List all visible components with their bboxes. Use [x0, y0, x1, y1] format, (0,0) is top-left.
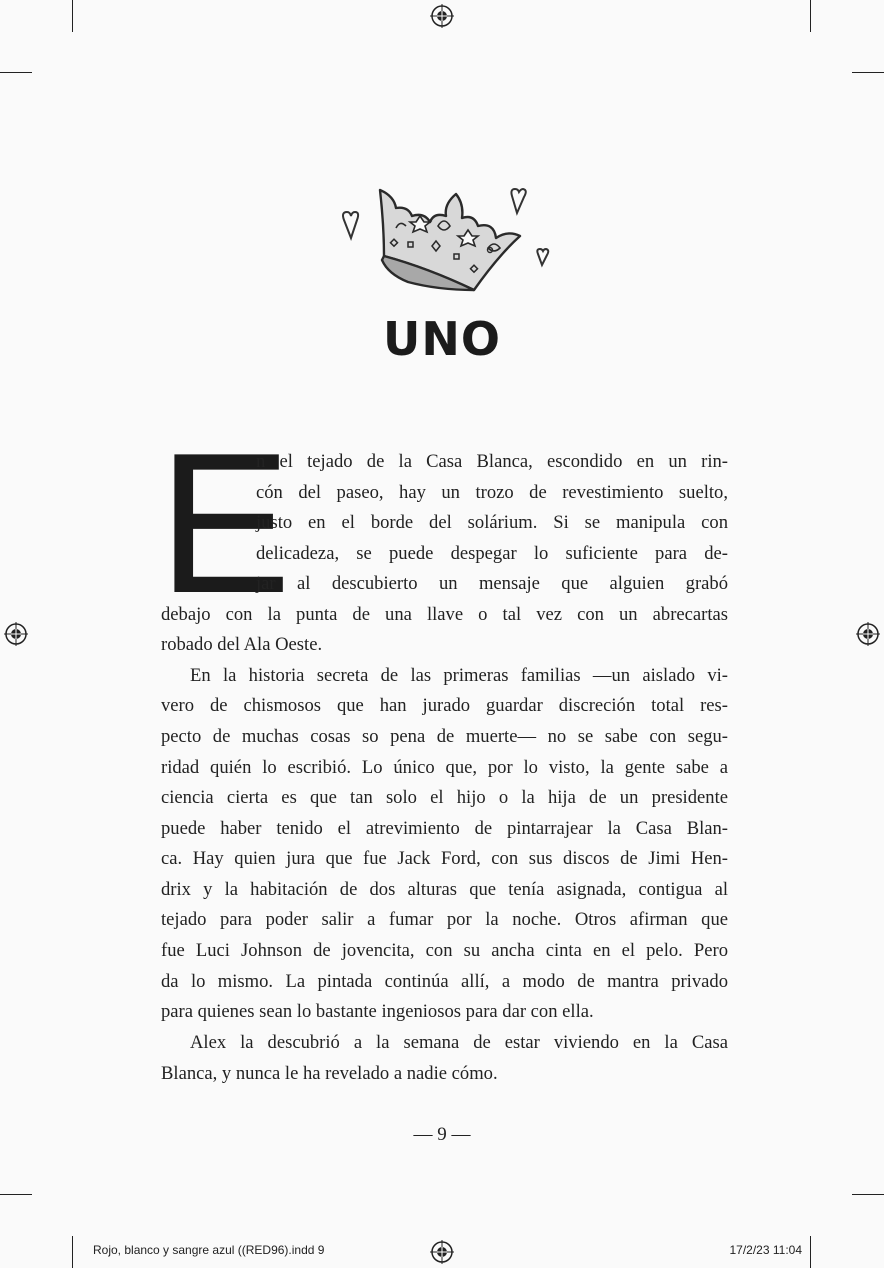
crop-mark — [852, 72, 884, 73]
body-line: ca. Hay quien jura que fue Jack Ford, con sus discos de Jimi Hen- — [161, 848, 728, 869]
crop-mark — [852, 1194, 884, 1195]
slug-date: 17/2/23 11:04 — [729, 1243, 802, 1257]
body-line: puede haber tenido el atrevimiento de pintarrajear la Casa Blan- — [161, 818, 728, 839]
body-line: pecto de muchas cosas so pena de muerte— no se sabe con segu- — [161, 726, 728, 747]
body-line: debajo con la punta de una llave o tal vez con un abrecartas — [161, 604, 728, 625]
body-line: ciencia cierta es que tan solo el hijo o la hija de un presidente — [161, 787, 728, 808]
body-line: n el tejado de la Casa Blanca, escondido en un rin- — [256, 451, 728, 472]
heart-icon — [343, 212, 358, 238]
body-line: tejado para poder salir a fumar por la noche. Otros afirman que — [161, 909, 728, 930]
registration-mark-icon — [430, 4, 454, 28]
body-line: Alex la descubrió a la semana de estar viviendo en la Casa — [190, 1032, 728, 1053]
body-line: fue Luci Johnson de jovencita, con su ancha cinta en el pelo. Pero — [161, 940, 728, 961]
registration-mark-icon — [430, 1240, 454, 1264]
body-line: da lo mismo. La pintada continúa allí, a modo de mantra privado — [161, 971, 728, 992]
crop-mark — [0, 1194, 32, 1195]
registration-mark-icon — [856, 622, 880, 646]
body-line: En la historia secreta de las primeras familias —un aislado vi- — [190, 665, 728, 686]
heart-icon — [537, 249, 548, 265]
crop-mark — [72, 0, 73, 32]
heart-icon — [511, 189, 525, 213]
crop-mark — [810, 0, 811, 32]
crop-mark — [810, 1236, 811, 1268]
body-line: cón del paseo, hay un trozo de revestimiento suelto, — [256, 482, 728, 503]
body-line: para quienes sean lo bastante ingeniosos para dar con ella. — [161, 1001, 594, 1022]
body-line: ridad quién lo escribió. Lo único que, por lo visto, la gente sabe a — [161, 757, 728, 778]
crown-icon — [338, 186, 552, 294]
body-line: delicadeza, se puede despegar lo suficiente para de- — [256, 543, 728, 564]
chapter-title: UNO — [383, 312, 501, 366]
crop-mark — [0, 72, 32, 73]
body-line: robado del Ala Oeste. — [161, 634, 323, 655]
registration-mark-icon — [4, 622, 28, 646]
slug-file: Rojo, blanco y sangre azul ((RED96).indd 9 — [93, 1243, 325, 1257]
crop-mark — [72, 1236, 73, 1268]
body-line: Blanca, y nunca le ha revelado a nadie cómo. — [161, 1063, 498, 1084]
body-line: vero de chismosos que han jurado guardar discreción total res- — [161, 695, 728, 716]
body-line: justo en el borde del solárium. Si se manipula con — [256, 512, 728, 533]
body-line: drix y la habitación de dos alturas que tenía asignada, contigua al — [161, 879, 728, 900]
drop-cap: E — [158, 412, 292, 635]
body-line: jar al descubierto un mensaje que alguien grabó — [256, 573, 728, 594]
page-number: — 9 — — [413, 1124, 471, 1145]
